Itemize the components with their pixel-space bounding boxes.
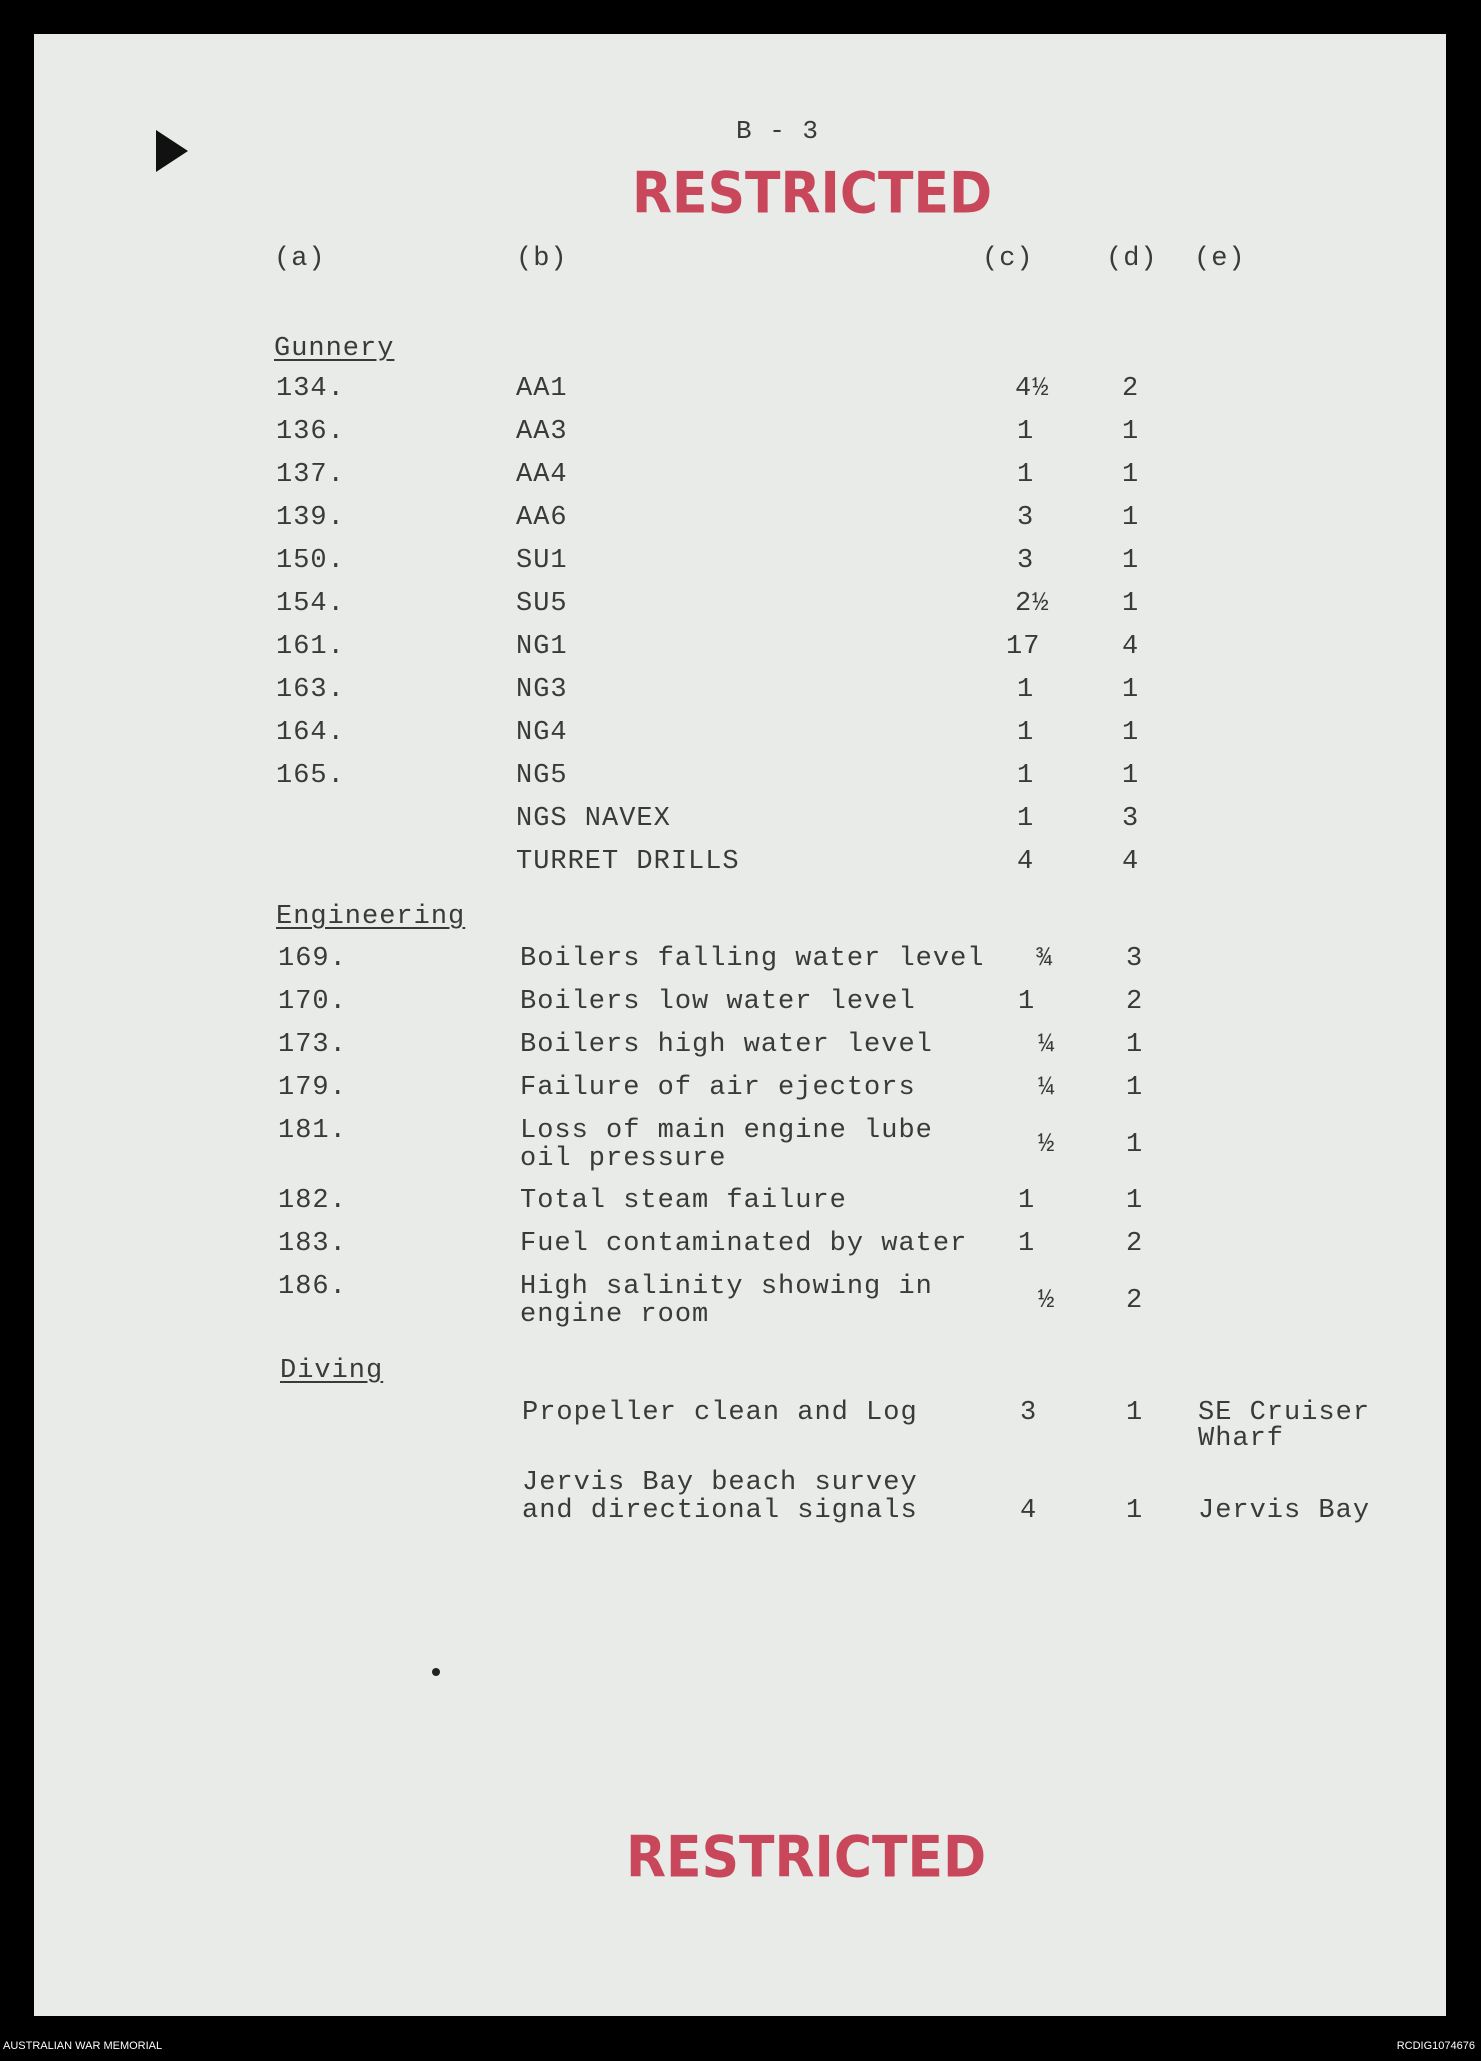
cell-a: 186. bbox=[278, 1272, 347, 1302]
cell-b-line1: Propeller clean and Log bbox=[522, 1398, 918, 1428]
cell-b-line1: Total steam failure bbox=[520, 1186, 847, 1216]
section-title-diving: Diving bbox=[280, 1356, 384, 1386]
cell-e-line1: SE Cruiser bbox=[1198, 1398, 1371, 1428]
cell-c: ¼ bbox=[1038, 1030, 1056, 1060]
cell-a: 164. bbox=[276, 718, 345, 748]
cell-b: NG4 bbox=[516, 718, 568, 748]
cell-e-line1: Jervis Bay bbox=[1198, 1496, 1371, 1526]
cell-b-line1: Loss of main engine lube bbox=[520, 1116, 933, 1146]
cell-d: 2 bbox=[1126, 1286, 1144, 1316]
cell-b-line2: oil pressure bbox=[520, 1144, 727, 1174]
cell-b-line1: Boilers high water level bbox=[520, 1030, 933, 1060]
column-header-e: (e) bbox=[1194, 244, 1246, 274]
cell-d: 3 bbox=[1122, 804, 1140, 834]
section-title-engineering: Engineering bbox=[276, 902, 466, 932]
cell-d: 2 bbox=[1126, 1229, 1144, 1259]
cell-c: 17 bbox=[1006, 632, 1041, 662]
cell-b-line1: High salinity showing in bbox=[520, 1272, 933, 1302]
cell-d: 1 bbox=[1122, 460, 1140, 490]
cell-d: 1 bbox=[1126, 1496, 1144, 1526]
cell-d: 1 bbox=[1122, 503, 1140, 533]
cell-a: 182. bbox=[278, 1186, 347, 1216]
cell-c: ½ bbox=[1038, 1286, 1056, 1316]
cell-c: 4½ bbox=[1015, 374, 1050, 404]
cell-b-line1: Boilers low water level bbox=[520, 987, 916, 1017]
cell-d: 1 bbox=[1122, 417, 1140, 447]
page-number: B - 3 bbox=[736, 116, 820, 146]
cell-b: NG5 bbox=[516, 761, 568, 791]
cell-b-line1: Boilers falling water level bbox=[520, 944, 985, 974]
cell-c: 1 bbox=[1017, 675, 1035, 705]
archive-credit: AUSTRALIAN WAR MEMORIAL bbox=[3, 2040, 163, 2052]
column-header-c: (c) bbox=[982, 244, 1034, 274]
cell-e-line2: Wharf bbox=[1198, 1424, 1285, 1454]
cell-c: 2½ bbox=[1015, 589, 1050, 619]
cell-c: 1 bbox=[1017, 718, 1035, 748]
archive-record-id: RCDIG1074676 bbox=[1396, 2040, 1475, 2052]
cell-b-line1: Jervis Bay beach survey bbox=[522, 1468, 918, 1498]
cell-d: 1 bbox=[1122, 675, 1140, 705]
cell-b: NG3 bbox=[516, 675, 568, 705]
cell-d: 1 bbox=[1126, 1398, 1144, 1428]
paper-speck-icon bbox=[430, 1666, 442, 1678]
cell-a: 163. bbox=[276, 675, 345, 705]
cell-d: 1 bbox=[1126, 1073, 1144, 1103]
cell-b-line2: engine room bbox=[520, 1300, 710, 1330]
cell-c: 1 bbox=[1017, 804, 1035, 834]
cell-a: 150. bbox=[276, 546, 345, 576]
cell-c: ½ bbox=[1038, 1130, 1056, 1160]
cell-a: 170. bbox=[278, 987, 347, 1017]
cell-d: 3 bbox=[1126, 944, 1144, 974]
cell-c: ¾ bbox=[1036, 944, 1054, 974]
cell-b: TURRET DRILLS bbox=[516, 847, 740, 877]
cell-b-line1: Fuel contaminated by water bbox=[520, 1229, 968, 1259]
cell-d: 1 bbox=[1122, 761, 1140, 791]
column-header-d: (d) bbox=[1106, 244, 1158, 274]
restricted-stamp-bottom: RESTRICTED bbox=[626, 1825, 987, 1891]
cell-d: 1 bbox=[1122, 546, 1140, 576]
cell-d: 4 bbox=[1122, 632, 1140, 662]
cell-d: 1 bbox=[1126, 1030, 1144, 1060]
cell-b: AA6 bbox=[516, 503, 568, 533]
cell-d: 1 bbox=[1122, 718, 1140, 748]
cell-a: 183. bbox=[278, 1229, 347, 1259]
column-header-b: (b) bbox=[516, 244, 568, 274]
cell-b: NG1 bbox=[516, 632, 568, 662]
cell-c: 1 bbox=[1017, 761, 1035, 791]
cell-a: 139. bbox=[276, 503, 345, 533]
cell-a: 165. bbox=[276, 761, 345, 791]
cell-b: SU5 bbox=[516, 589, 568, 619]
cell-b: SU1 bbox=[516, 546, 568, 576]
cell-c: 4 bbox=[1020, 1496, 1038, 1526]
cell-a: 173. bbox=[278, 1030, 347, 1060]
cell-d: 2 bbox=[1126, 987, 1144, 1017]
cell-b-line1: Failure of air ejectors bbox=[520, 1073, 916, 1103]
restricted-stamp-top: RESTRICTED bbox=[632, 161, 993, 227]
cell-d: 4 bbox=[1122, 847, 1140, 877]
cell-c: 1 bbox=[1017, 460, 1035, 490]
column-header-a: (a) bbox=[274, 244, 326, 274]
cell-b: NGS NAVEX bbox=[516, 804, 671, 834]
document-page bbox=[34, 34, 1446, 2016]
cell-b: AA1 bbox=[516, 374, 568, 404]
cell-c: 1 bbox=[1018, 1186, 1036, 1216]
cell-c: 3 bbox=[1020, 1398, 1038, 1428]
cell-a: 136. bbox=[276, 417, 345, 447]
cell-b-line2: and directional signals bbox=[522, 1496, 918, 1526]
cell-c: ¼ bbox=[1038, 1073, 1056, 1103]
cell-d: 1 bbox=[1126, 1130, 1144, 1160]
cell-a: 154. bbox=[276, 589, 345, 619]
cell-a: 137. bbox=[276, 460, 345, 490]
cell-b: AA3 bbox=[516, 417, 568, 447]
punch-hole-icon bbox=[152, 126, 192, 176]
cell-c: 3 bbox=[1017, 503, 1035, 533]
cell-c: 3 bbox=[1017, 546, 1035, 576]
cell-c: 4 bbox=[1017, 847, 1035, 877]
cell-c: 1 bbox=[1018, 987, 1036, 1017]
cell-a: 134. bbox=[276, 374, 345, 404]
cell-d: 1 bbox=[1122, 589, 1140, 619]
cell-a: 169. bbox=[278, 944, 347, 974]
cell-c: 1 bbox=[1018, 1229, 1036, 1259]
cell-c: 1 bbox=[1017, 417, 1035, 447]
cell-a: 179. bbox=[278, 1073, 347, 1103]
cell-a: 161. bbox=[276, 632, 345, 662]
section-title-gunnery: Gunnery bbox=[274, 334, 395, 364]
cell-d: 2 bbox=[1122, 374, 1140, 404]
cell-b: AA4 bbox=[516, 460, 568, 490]
cell-a: 181. bbox=[278, 1116, 347, 1146]
cell-d: 1 bbox=[1126, 1186, 1144, 1216]
